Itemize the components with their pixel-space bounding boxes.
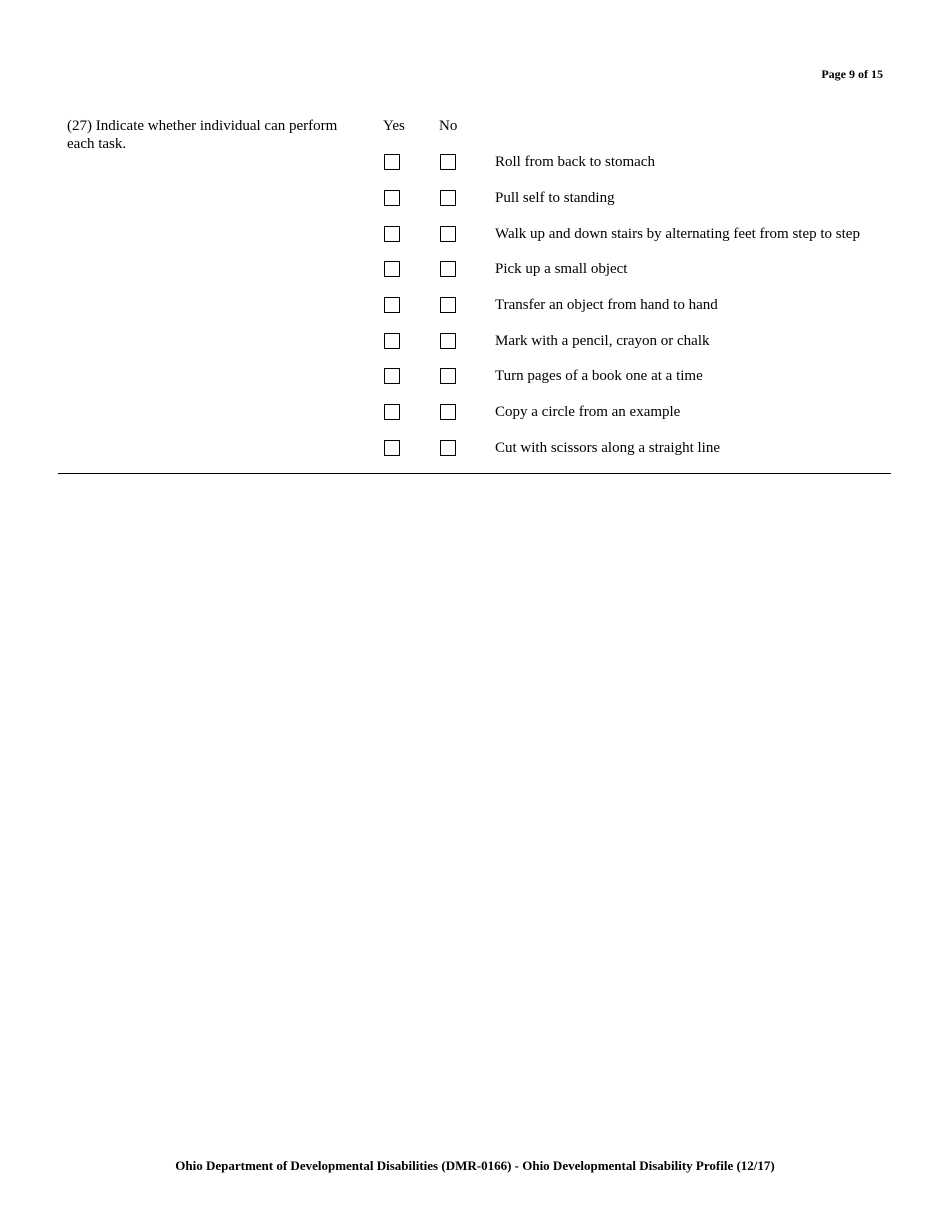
- task-row: [0, 260, 950, 280]
- yes-checkbox[interactable]: [384, 333, 400, 349]
- no-column-header: No: [439, 118, 458, 134]
- no-checkbox[interactable]: [440, 154, 456, 170]
- yes-checkbox[interactable]: [384, 154, 400, 170]
- task-label: Mark with a pencil, crayon or chalk: [495, 333, 710, 349]
- task-row: [0, 225, 950, 245]
- no-checkbox[interactable]: [440, 226, 456, 242]
- task-label: Turn pages of a book one at a time: [495, 368, 703, 384]
- yes-checkbox[interactable]: [384, 297, 400, 313]
- yes-checkbox[interactable]: [384, 190, 400, 206]
- task-row: [0, 403, 950, 423]
- no-checkbox[interactable]: [440, 404, 456, 420]
- yes-checkbox[interactable]: [384, 440, 400, 456]
- yes-checkbox[interactable]: [384, 368, 400, 384]
- task-label: Walk up and down stairs by alternating feet from step to step: [495, 226, 860, 242]
- task-row: [0, 367, 950, 387]
- task-row: [0, 332, 950, 352]
- section-divider: [58, 473, 891, 474]
- no-checkbox[interactable]: [440, 440, 456, 456]
- page-footer: Ohio Department of Developmental Disabilities (DMR-0166) - Ohio Developmental Disability Profile (12/17): [175, 1158, 775, 1173]
- task-row: [0, 153, 950, 173]
- no-checkbox[interactable]: [440, 333, 456, 349]
- task-label: Roll from back to stomach: [495, 154, 655, 170]
- yes-checkbox[interactable]: [384, 226, 400, 242]
- page-number: Page 9 of 15: [821, 67, 883, 81]
- task-label: Pick up a small object: [495, 261, 628, 277]
- no-checkbox[interactable]: [440, 297, 456, 313]
- task-label: Cut with scissors along a straight line: [495, 440, 720, 456]
- yes-column-header: Yes: [383, 118, 405, 134]
- no-checkbox[interactable]: [440, 261, 456, 277]
- task-row: [0, 296, 950, 316]
- task-row: [0, 439, 950, 459]
- task-label: Copy a circle from an example: [495, 404, 681, 420]
- yes-checkbox[interactable]: [384, 261, 400, 277]
- task-row: [0, 189, 950, 209]
- yes-checkbox[interactable]: [384, 404, 400, 420]
- no-checkbox[interactable]: [440, 190, 456, 206]
- task-label: Pull self to standing: [495, 190, 615, 206]
- no-checkbox[interactable]: [440, 368, 456, 384]
- task-label: Transfer an object from hand to hand: [495, 297, 718, 313]
- question-prompt: (27) Indicate whether individual can perform each task.: [67, 118, 338, 152]
